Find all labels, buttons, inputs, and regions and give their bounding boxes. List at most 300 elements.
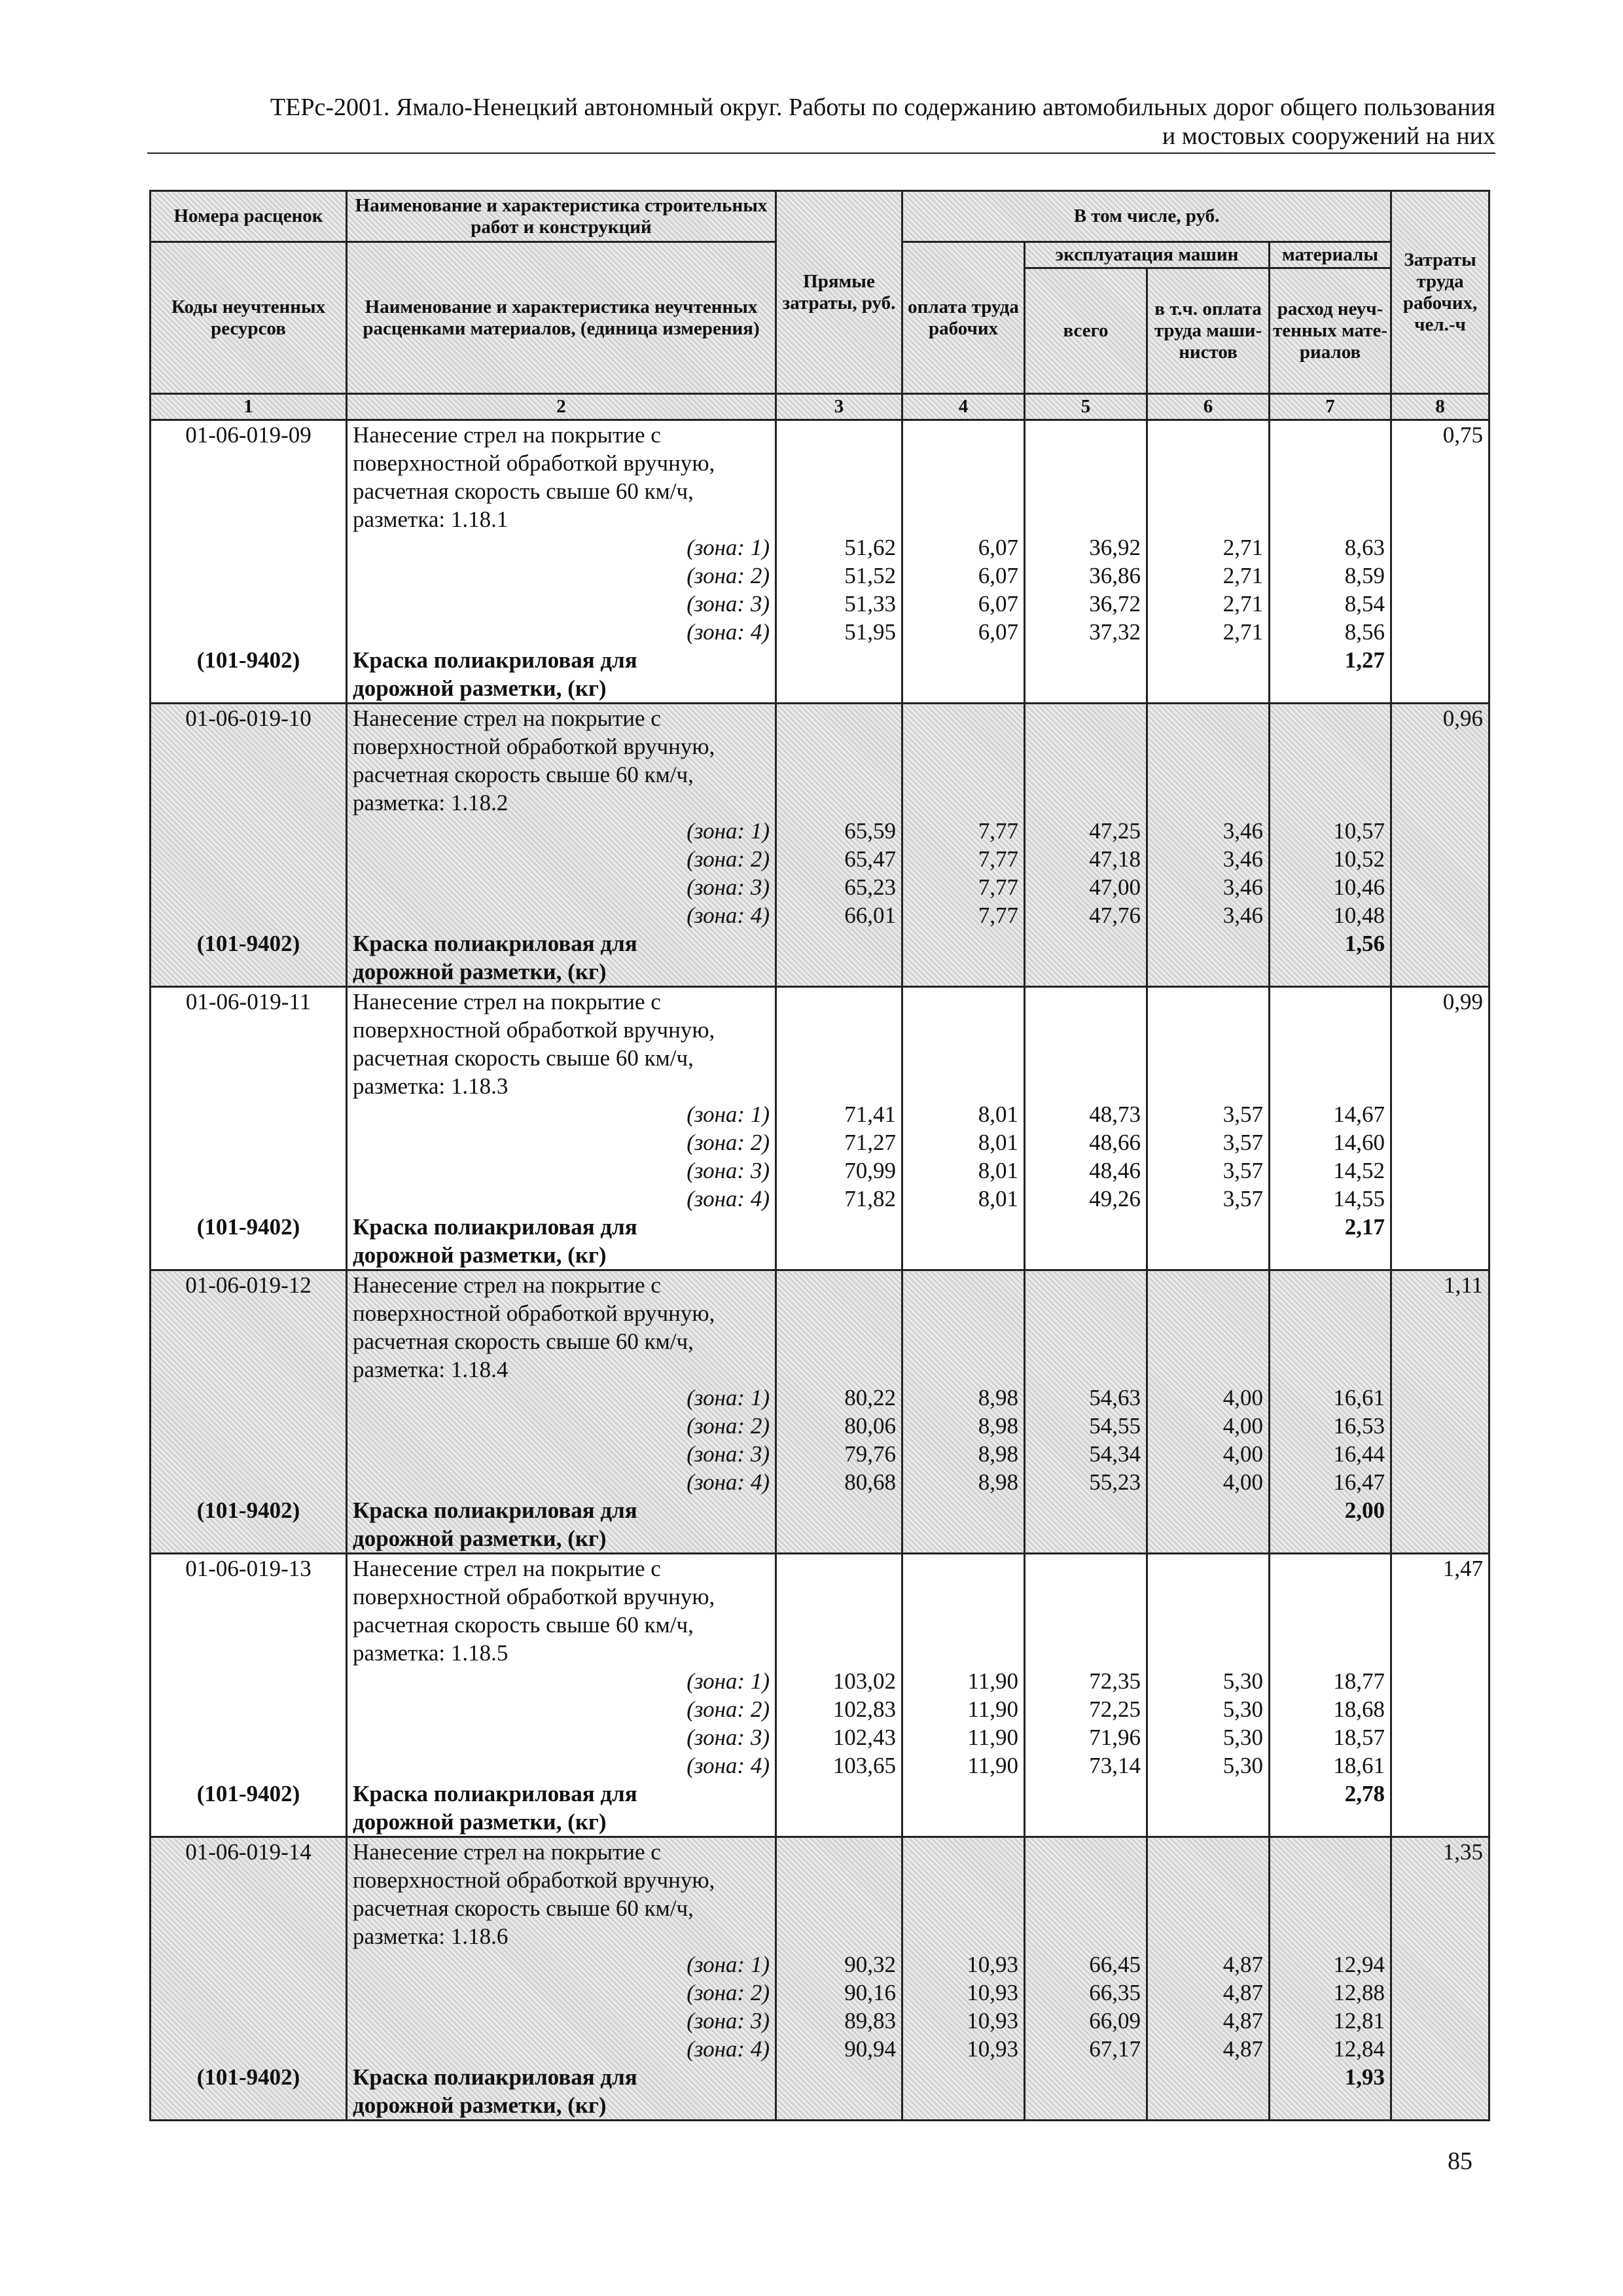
machinist-pay-value: 4,87 (1222, 1980, 1263, 2005)
head-labor-pay: оплата труда рабочих (902, 242, 1025, 394)
spacer (156, 477, 340, 505)
spacer (156, 1072, 340, 1100)
head-machines: эксплуатация машин (1025, 242, 1270, 268)
spacer (156, 562, 340, 590)
spacer (908, 1524, 1018, 1552)
materials-usage-value: 8,54 (1344, 591, 1385, 617)
machinist-pay-value: 4,00 (1222, 1441, 1263, 1467)
spacer (1031, 674, 1141, 702)
direct-cost-value: 80,68 (844, 1469, 896, 1495)
spacer (1031, 1611, 1141, 1639)
spacer (782, 1271, 896, 1299)
materials-usage-value: 18,61 (1333, 1753, 1385, 1778)
resource-name-line: дорожной разметки, (кг) (353, 1242, 607, 1268)
spacer (1397, 1950, 1483, 1979)
spacer (1153, 646, 1263, 674)
spacer (1031, 1780, 1141, 1808)
spacer (1153, 449, 1263, 477)
labor-pay-value: 6,07 (978, 591, 1018, 617)
labor-pay-value: 11,90 (967, 1696, 1018, 1722)
labor-hours-value: 0,99 (1442, 989, 1484, 1014)
spacer (1275, 1299, 1385, 1327)
spacer (908, 1241, 1018, 1269)
spacer (1397, 449, 1483, 477)
spacer (908, 761, 1018, 789)
spacer (908, 421, 1018, 449)
spacer (1397, 1780, 1483, 1808)
spacer (1397, 1639, 1483, 1667)
spacer (908, 958, 1018, 986)
spacer (1031, 477, 1141, 505)
spacer (1153, 1016, 1263, 1044)
zone-label: (зона: 1) (687, 535, 770, 560)
spacer (156, 618, 340, 646)
spacer (1153, 1355, 1263, 1384)
labor-pay-value: 8,98 (978, 1413, 1018, 1439)
spacer (156, 2035, 340, 2063)
resource-usage-value: 1,93 (1344, 2064, 1385, 2090)
materials-usage-value: 12,88 (1333, 1980, 1385, 2005)
machinist-pay-value: 4,87 (1222, 2036, 1263, 2062)
direct-cost-value: 102,43 (832, 1725, 896, 1750)
page-number: 85 (1448, 2147, 1472, 2175)
machinist-pay-cell (1147, 420, 1270, 704)
spacer (1397, 1355, 1483, 1384)
spacer (1275, 1072, 1385, 1100)
zone-label: (зона: 4) (687, 1469, 770, 1495)
materials-usage-value: 16,44 (1333, 1441, 1385, 1467)
spacer (1031, 646, 1141, 674)
spacer (782, 1496, 896, 1524)
spacer (1031, 449, 1141, 477)
spacer (1153, 732, 1263, 761)
spacer (156, 1808, 340, 1836)
rate-row (151, 1554, 1489, 1837)
machinist-pay-value: 3,46 (1222, 903, 1263, 928)
spacer (782, 1044, 896, 1072)
spacer (908, 1838, 1018, 1866)
materials-usage-value: 8,56 (1344, 619, 1385, 645)
spacer (1153, 958, 1263, 986)
spacer (1153, 704, 1263, 732)
spacer (1031, 704, 1141, 732)
spacer (1153, 1299, 1263, 1327)
labor-pay-value: 11,90 (967, 1753, 1018, 1778)
rate-code-cell (151, 420, 347, 704)
labor-pay-value: 6,07 (978, 563, 1018, 588)
zone-label: (зона: 1) (687, 1952, 770, 1977)
resource-code: (101-9402) (196, 2064, 300, 2090)
machines-total-value: 36,86 (1089, 563, 1141, 588)
spacer (908, 789, 1018, 817)
spacer (1275, 1524, 1385, 1552)
spacer (1153, 1639, 1263, 1667)
spacer (782, 1808, 896, 1836)
spacer (156, 873, 340, 901)
rate-row (151, 704, 1489, 987)
spacer (782, 1780, 896, 1808)
machinist-pay-cell (1147, 1554, 1270, 1837)
rate-name-line: поверхностной обработкой вручную, (353, 450, 715, 476)
spacer (156, 1044, 340, 1072)
spacer (908, 646, 1018, 674)
spacer (156, 1100, 340, 1128)
rate-name-line: расчетная скорость свыше 60 км/ч, (353, 1045, 694, 1071)
spacer (1275, 2091, 1385, 2119)
spacer (1153, 1271, 1263, 1299)
labor-pay-value: 7,77 (978, 903, 1018, 928)
column-number: 1 (151, 394, 347, 420)
head-material-name: Наименование и характеристика неучтенных расценками материалов, (единица измерения) (347, 242, 776, 394)
labor-pay-value: 6,07 (978, 619, 1018, 645)
spacer (156, 1185, 340, 1213)
spacer (908, 1922, 1018, 1950)
rate-name-cell (347, 1270, 776, 1554)
zone-label: (зона: 4) (687, 1753, 770, 1778)
spacer (782, 674, 896, 702)
labor-pay-value: 8,01 (978, 1186, 1018, 1211)
running-header-line-1: ТЕРс-2001. Ямало-Ненецкий автономный округ. Работы по содержанию автомобильных дорог общего пользования (270, 94, 1495, 121)
spacer (1275, 761, 1385, 789)
spacer (1031, 1808, 1141, 1836)
spacer (908, 1554, 1018, 1583)
spacer (1275, 505, 1385, 533)
spacer (156, 958, 340, 986)
spacer (1397, 1299, 1483, 1327)
materials-usage-value: 16,61 (1333, 1385, 1385, 1410)
resource-code: (101-9402) (196, 647, 300, 673)
spacer (782, 2063, 896, 2091)
spacer (156, 533, 340, 562)
spacer (156, 732, 340, 761)
machinist-pay-value: 3,57 (1222, 1102, 1263, 1127)
rate-name-line: поверхностной обработкой вручную, (353, 1584, 715, 1609)
machines-total-cell (1025, 1270, 1147, 1554)
spacer (1153, 1496, 1263, 1524)
rate-name-line: Нанесение стрел на покрытие с (353, 1839, 661, 1865)
rate-name-line: разметка: 1.18.3 (353, 1073, 508, 1099)
head-direct-costs: Прямые затраты, руб. (776, 191, 902, 394)
spacer (782, 1299, 896, 1327)
spacer (782, 988, 896, 1016)
materials-usage-value: 16,47 (1333, 1469, 1385, 1495)
labor-pay-value: 10,93 (967, 2008, 1018, 2034)
spacer (156, 2091, 340, 2119)
labor-pay-value: 7,77 (978, 818, 1018, 844)
direct-cost-value: 51,33 (844, 591, 896, 617)
rate-name-line: разметка: 1.18.4 (353, 1357, 508, 1382)
spacer (1153, 1554, 1263, 1583)
spacer (908, 732, 1018, 761)
direct-cost-value: 65,23 (844, 874, 896, 900)
spacer (1275, 674, 1385, 702)
machinist-pay-value: 2,71 (1222, 535, 1263, 560)
spacer (1275, 1611, 1385, 1639)
labor-pay-value: 10,93 (967, 1952, 1018, 1977)
spacer (156, 1524, 340, 1552)
rate-name-line: поверхностной обработкой вручную, (353, 734, 715, 759)
machinist-pay-value: 4,87 (1222, 2008, 1263, 2034)
labor-pay-value: 10,93 (967, 2036, 1018, 2062)
head-materials: материалы (1270, 242, 1391, 268)
materials-usage-value: 14,52 (1333, 1158, 1385, 1183)
spacer (1275, 1639, 1385, 1667)
head-labor-costs: Затраты труда рабочих, чел.-ч (1391, 191, 1489, 394)
spacer (1031, 505, 1141, 533)
spacer (1275, 477, 1385, 505)
spacer (1397, 817, 1483, 845)
spacer (1153, 1808, 1263, 1836)
machinist-pay-value: 3,57 (1222, 1186, 1263, 1211)
spacer (782, 1639, 896, 1667)
spacer (908, 1213, 1018, 1241)
zone-label: (зона: 4) (687, 1186, 770, 1211)
spacer (1275, 1583, 1385, 1611)
zone-label: (зона: 4) (687, 903, 770, 928)
rate-name-line: поверхностной обработкой вручную, (353, 1867, 715, 1893)
spacer (1397, 2007, 1483, 2035)
rate-name-line: разметка: 1.18.2 (353, 790, 508, 816)
spacer (156, 1241, 340, 1269)
rate-name-line: разметка: 1.18.6 (353, 1924, 508, 1949)
spacer (782, 761, 896, 789)
machines-total-value: 47,18 (1089, 846, 1141, 872)
spacer (908, 1583, 1018, 1611)
direct-cost-value: 90,16 (844, 1980, 896, 2005)
machines-total-value: 66,45 (1089, 1952, 1141, 1977)
rate-name-line: поверхностной обработкой вручную, (353, 1300, 715, 1326)
spacer (1031, 1327, 1141, 1355)
spacer (1031, 1838, 1141, 1866)
rate-code: 01-06-019-10 (185, 706, 312, 731)
spacer (1031, 2063, 1141, 2091)
resource-code: (101-9402) (196, 1781, 300, 1806)
spacer (1397, 1468, 1483, 1496)
spacer (1275, 1838, 1385, 1866)
rate-code: 01-06-019-14 (185, 1839, 312, 1865)
direct-cost-value: 66,01 (844, 903, 896, 928)
spacer (1153, 789, 1263, 817)
spacer (1397, 1695, 1483, 1723)
spacer (1031, 1496, 1141, 1524)
direct-cost-value: 90,32 (844, 1952, 896, 1977)
spacer (1397, 789, 1483, 817)
spacer (1153, 761, 1263, 789)
rate-name-line: разметка: 1.18.5 (353, 1640, 508, 1666)
spacer (782, 1016, 896, 1044)
machinist-pay-value: 3,57 (1222, 1130, 1263, 1155)
spacer (908, 2091, 1018, 2119)
spacer (1397, 533, 1483, 562)
rate-name-cell (347, 704, 776, 987)
direct-cost-value: 51,95 (844, 619, 896, 645)
spacer (1397, 761, 1483, 789)
spacer (1031, 1044, 1141, 1072)
spacer (1153, 1044, 1263, 1072)
materials-usage-value: 10,48 (1333, 903, 1385, 928)
rate-name-line: расчетная скорость свыше 60 км/ч, (353, 1329, 694, 1354)
spacer (908, 1299, 1018, 1327)
machines-total-value: 47,76 (1089, 903, 1141, 928)
rate-name-cell (347, 420, 776, 704)
spacer (1397, 505, 1483, 533)
materials-usage-cell (1270, 704, 1391, 987)
spacer (1275, 1271, 1385, 1299)
table-body (151, 420, 1489, 2121)
labor-pay-cell (902, 1270, 1025, 1554)
spacer (1397, 1044, 1483, 1072)
spacer (782, 1355, 896, 1384)
spacer (1031, 929, 1141, 958)
spacer (782, 449, 896, 477)
machinist-pay-value: 5,30 (1222, 1696, 1263, 1722)
spacer (156, 761, 340, 789)
spacer (156, 1611, 340, 1639)
materials-usage-value: 18,68 (1333, 1696, 1385, 1722)
spacer (1397, 1100, 1483, 1128)
running-header (147, 93, 1495, 154)
machinist-pay-value: 3,46 (1222, 846, 1263, 872)
rate-code: 01-06-019-09 (185, 422, 312, 448)
rate-code: 01-06-019-11 (185, 989, 312, 1014)
materials-usage-cell (1270, 1837, 1391, 2121)
spacer (156, 1384, 340, 1412)
spacer (1275, 449, 1385, 477)
column-number: 7 (1270, 394, 1391, 420)
rate-code-cell (151, 1837, 347, 2121)
materials-usage-value: 14,67 (1333, 1102, 1385, 1127)
machines-total-value: 66,09 (1089, 2008, 1141, 2034)
spacer (782, 1554, 896, 1583)
direct-cost-value: 103,65 (832, 1753, 896, 1778)
spacer (1275, 958, 1385, 986)
machinist-pay-value: 3,57 (1222, 1158, 1263, 1183)
machinist-pay-value: 5,30 (1222, 1753, 1263, 1778)
spacer (908, 1044, 1018, 1072)
spacer (1031, 1524, 1141, 1552)
spacer (156, 1016, 340, 1044)
spacer (1031, 1866, 1141, 1894)
spacer (908, 2063, 1018, 2091)
head-including: В том числе, руб. (902, 191, 1391, 242)
rate-name-cell (347, 1554, 776, 1837)
labor-hours-cell (1391, 1837, 1489, 2121)
spacer (156, 1894, 340, 1922)
spacer (908, 1611, 1018, 1639)
spacer (782, 929, 896, 958)
labor-hours-cell (1391, 704, 1489, 987)
spacer (1153, 1524, 1263, 1552)
zone-label: (зона: 3) (687, 591, 770, 617)
spacer (782, 505, 896, 533)
spacer (1397, 477, 1483, 505)
spacer (908, 1639, 1018, 1667)
materials-usage-value: 18,57 (1333, 1725, 1385, 1750)
spacer (1275, 1922, 1385, 1950)
spacer (1397, 1072, 1483, 1100)
spacer (1397, 2063, 1483, 2091)
spacer (1397, 2035, 1483, 2063)
spacer (1031, 1583, 1141, 1611)
rate-name-cell (347, 1837, 776, 2121)
machines-total-value: 36,72 (1089, 591, 1141, 617)
spacer (156, 1327, 340, 1355)
spacer (1397, 845, 1483, 873)
spacer (1153, 2091, 1263, 2119)
head-work-name: Наименование и характеристика строительных работ и конструкций (347, 191, 776, 242)
spacer (1397, 1667, 1483, 1695)
rate-row (151, 987, 1489, 1270)
spacer (1153, 477, 1263, 505)
rate-code-cell (151, 704, 347, 987)
spacer (1397, 2091, 1483, 2119)
spacer (1397, 1412, 1483, 1440)
spacer (1153, 421, 1263, 449)
spacer (1031, 1072, 1141, 1100)
resource-usage-value: 2,78 (1344, 1781, 1385, 1806)
spacer (156, 674, 340, 702)
materials-usage-value: 16,53 (1333, 1413, 1385, 1439)
column-number: 6 (1147, 394, 1270, 420)
spacer (1153, 505, 1263, 533)
spacer (1031, 2091, 1141, 2119)
spacer (782, 646, 896, 674)
spacer (1397, 1751, 1483, 1780)
zone-label: (зона: 1) (687, 818, 770, 844)
zone-label: (зона: 2) (687, 563, 770, 588)
machines-total-value: 54,63 (1089, 1385, 1141, 1410)
materials-usage-value: 12,81 (1333, 2008, 1385, 2034)
rate-name-line: Нанесение стрел на покрытие с (353, 1272, 661, 1298)
machines-total-cell (1025, 420, 1147, 704)
direct-cost-value: 65,59 (844, 818, 896, 844)
spacer (1031, 1016, 1141, 1044)
rate-name-line: поверхностной обработкой вручную, (353, 1017, 715, 1043)
spacer (1397, 958, 1483, 986)
spacer (1397, 1524, 1483, 1552)
column-number: 2 (347, 394, 776, 420)
spacer (782, 1838, 896, 1866)
spacer (1397, 1866, 1483, 1894)
spacer (908, 674, 1018, 702)
direct-cost-cell (776, 1270, 902, 1554)
machinist-pay-cell (1147, 1270, 1270, 1554)
spacer (156, 789, 340, 817)
resource-name-line: дорожной разметки, (кг) (353, 675, 607, 701)
spacer (1153, 929, 1263, 958)
spacer (1397, 873, 1483, 901)
spacer (1153, 1072, 1263, 1100)
spacer (782, 1213, 896, 1241)
spacer (782, 421, 896, 449)
spacer (1031, 421, 1141, 449)
spacer (782, 1583, 896, 1611)
spacer (1153, 988, 1263, 1016)
spacer (1275, 1241, 1385, 1269)
head-machines-total: всего (1025, 268, 1147, 394)
spacer (156, 1299, 340, 1327)
spacer (1275, 1894, 1385, 1922)
spacer (1397, 674, 1483, 702)
machinist-pay-value: 4,00 (1222, 1413, 1263, 1439)
machines-total-value: 48,73 (1089, 1102, 1141, 1127)
rate-code-cell (151, 1554, 347, 1837)
spacer (1275, 1554, 1385, 1583)
spacer (908, 1780, 1018, 1808)
resource-code: (101-9402) (196, 1214, 300, 1240)
labor-pay-value: 8,01 (978, 1130, 1018, 1155)
spacer (1153, 674, 1263, 702)
